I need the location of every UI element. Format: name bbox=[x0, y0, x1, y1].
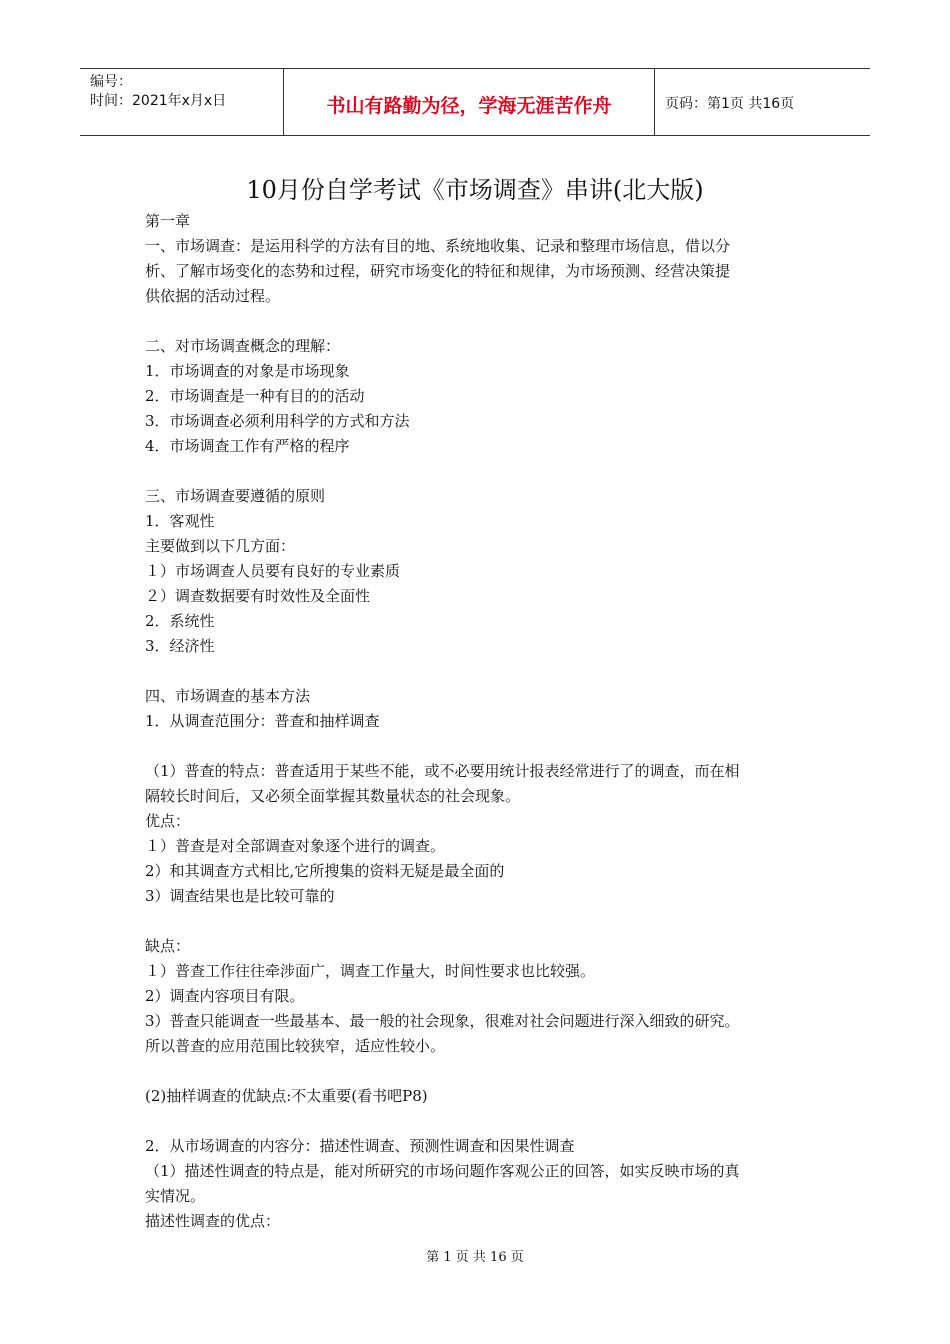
body-line: １）普查是对全部调查对象逐个进行的调查。 bbox=[145, 837, 446, 855]
page-footer: 第 1 页 共 16 页 bbox=[426, 1250, 524, 1265]
header-page-cell bbox=[655, 69, 870, 135]
header-table bbox=[80, 68, 870, 136]
body-line: （1）普查的特点：普查适用于某些不能，或不必要用统计报表经常进行了的调查，而在相 bbox=[145, 762, 740, 780]
body-line: 优点： bbox=[145, 812, 191, 830]
body-line: 三、市场调查要遵循的原则 bbox=[145, 487, 326, 505]
body-line: １）普查工作往往牵涉面广，调查工作量大，时间性要求也比较强。 bbox=[145, 962, 596, 980]
document-title: 10月份自学考试《市场调查》串讲(北大版) bbox=[246, 176, 704, 204]
body-line: 2．系统性 bbox=[145, 612, 215, 630]
body-line: 1．市场调查的对象是市场现象 bbox=[145, 362, 350, 380]
body-line: 四、市场调查的基本方法 bbox=[145, 687, 311, 705]
time-label: 时间：2021年x月x日 bbox=[90, 93, 227, 109]
body-line: 缺点： bbox=[145, 937, 191, 955]
header-meta-cell bbox=[80, 69, 283, 135]
body-line: （1）描述性调查的特点是，能对所研究的市场问题作客观公正的回答，如实反映市场的真 bbox=[145, 1162, 740, 1180]
body-line bbox=[145, 459, 815, 484]
body-line: 3）普查只能调查一些最基本、最一般的社会现象，很难对社会问题进行深入细致的研究。 bbox=[145, 1012, 740, 1030]
body-line: 析、了解市场变化的态势和过程，研究市场变化的特征和规律，为市场预测、经营决策提 bbox=[145, 262, 731, 280]
body-line bbox=[145, 1109, 815, 1134]
body-line: 描述性调查的优点： bbox=[145, 1212, 281, 1230]
body-line: 2．市场调查是一种有目的的活动 bbox=[145, 387, 365, 405]
body-line: 2）和其调查方式相比,它所搜集的资料无疑是最全面的 bbox=[145, 862, 505, 880]
body-line: 3．市场调查必须利用科学的方式和方法 bbox=[145, 412, 410, 430]
body-line: 3．经济性 bbox=[145, 637, 215, 655]
body-line: 主要做到以下几方面： bbox=[145, 537, 296, 555]
body-line: 所以普查的应用范围比较狭窄，适应性较小。 bbox=[145, 1037, 446, 1055]
body-line bbox=[145, 309, 815, 334]
body-line: 二、对市场调查概念的理解： bbox=[145, 337, 341, 355]
body-line: ２）调查数据要有时效性及全面性 bbox=[145, 587, 371, 605]
body-line: 1．从调查范围分：普查和抽样调查 bbox=[145, 712, 380, 730]
document-body bbox=[145, 209, 815, 1234]
motto-text: 书山有路勤为径，学海无涯苦作舟 bbox=[326, 94, 612, 117]
body-line: 隔较长时间后，又必须全面掌握其数量状态的社会现象。 bbox=[145, 787, 521, 805]
body-line bbox=[145, 909, 815, 934]
body-line bbox=[145, 734, 815, 759]
body-line: 2）调查内容项目有限。 bbox=[145, 987, 305, 1005]
body-line: 1．客观性 bbox=[145, 512, 215, 530]
body-line: １）市场调查人员要有良好的专业素质 bbox=[145, 562, 401, 580]
body-line: 实情况。 bbox=[145, 1187, 206, 1205]
body-line: 供依据的活动过程。 bbox=[145, 287, 281, 305]
body-line: (2)抽样调查的优缺点:不太重要(看书吧P8) bbox=[145, 1087, 428, 1105]
page-code: 页码：第1页 共16页 bbox=[665, 96, 795, 112]
body-line bbox=[145, 659, 815, 684]
number-label: 编号： bbox=[90, 74, 132, 90]
body-line: 3）调查结果也是比较可靠的 bbox=[145, 887, 335, 905]
header-motto-cell bbox=[283, 69, 655, 135]
body-line: 一、市场调查：是运用科学的方法有目的地、系统地收集、记录和整理市场信息，借以分 bbox=[145, 237, 731, 255]
body-line: 2．从市场调查的内容分：描述性调查、预测性调查和因果性调查 bbox=[145, 1137, 575, 1155]
body-line: 4．市场调查工作有严格的程序 bbox=[145, 437, 350, 455]
body-line bbox=[145, 1059, 815, 1084]
body-line: 第一章 bbox=[145, 212, 191, 230]
